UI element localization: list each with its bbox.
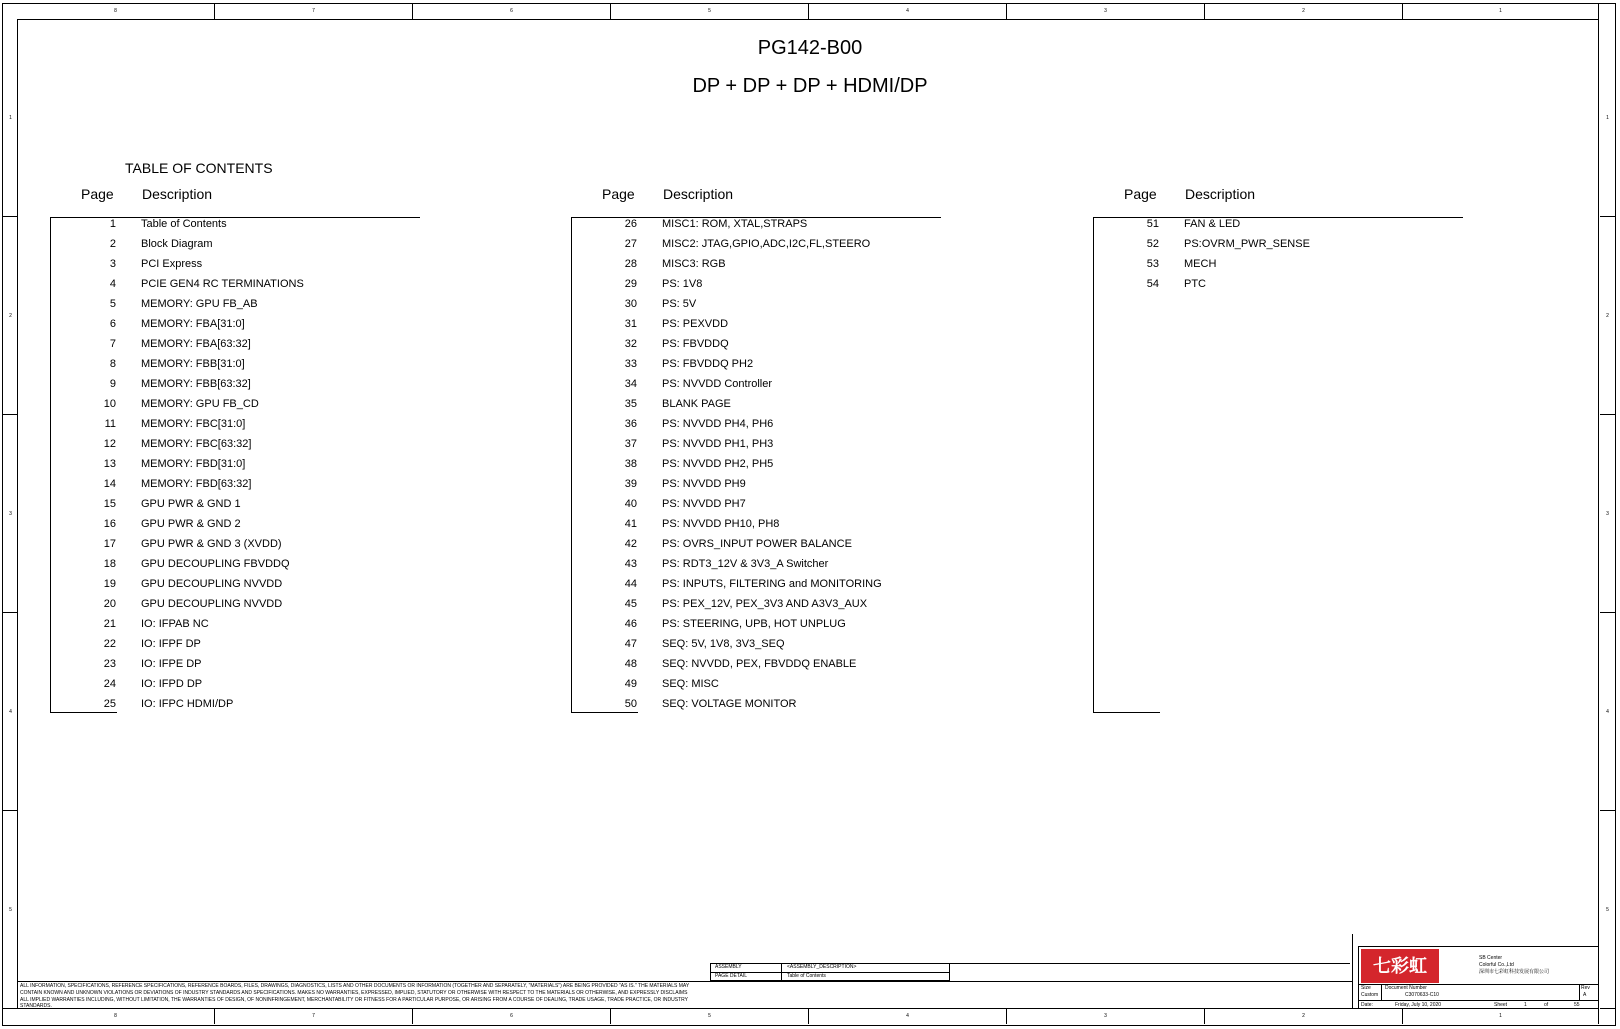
description-column-header: Description [663, 186, 734, 202]
company-line-2: Colorful Co.,Ltd [1479, 962, 1514, 968]
toc-description: PTC [1184, 278, 1206, 290]
toc-description: PS: 5V [662, 298, 697, 310]
zone-row-marker: 5 [3, 811, 18, 1009]
toc-description: PS: FBVDDQ PH2 [662, 358, 754, 370]
toc-row[interactable] [571, 634, 971, 654]
toc-description: PCIE GEN4 RC TERMINATIONS [141, 278, 304, 290]
toc-description: SEQ: MISC [662, 678, 719, 690]
toc-description: PS: PEXVDD [662, 318, 729, 330]
of-value: 55 [1574, 1002, 1580, 1008]
disclaimer-line-3: ALL IMPLIED WARRANTIES INCLUDING, WITHOUT LIMITATION, THE WARRANTIES OF DESIGN, OF NONINFRINGEMENT, MERCHANTABILITY OR FITNESS FOR A PARTICULAR PURPOSE, OR ARISING FROM A COURSE OF DEALING, TRADE USAGE, TRADE PRACTICE, OR INDUSTRY [20, 997, 688, 1003]
toc-page-number: 53 [1146, 258, 1159, 270]
toc-description: IO: IFPF DP [141, 638, 201, 650]
toc-description: IO: IFPD DP [141, 678, 203, 690]
zone-col-marker: 1 [1403, 4, 1599, 19]
rev-value: A [1583, 992, 1587, 998]
toc-row[interactable] [571, 594, 971, 614]
toc-description: PS: NVVDD Controller [662, 378, 773, 390]
zone-row-marker: 5 [1600, 811, 1615, 1009]
toc-page-number: 24 [103, 678, 116, 690]
zone-col-marker: 8 [17, 4, 215, 19]
toc-description: MEMORY: FBC[63:32] [141, 438, 252, 450]
toc-row[interactable] [1093, 214, 1493, 234]
toc-page-number: 12 [103, 438, 116, 450]
toc-row[interactable] [571, 494, 971, 514]
zone-row-marker: 2 [3, 217, 18, 415]
toc-page-number: 13 [103, 458, 116, 470]
toc-description: Block Diagram [141, 238, 213, 250]
toc-row[interactable] [571, 254, 971, 274]
zone-row-marker: 1 [1600, 19, 1615, 217]
toc-row[interactable] [571, 694, 971, 714]
toc-description: GPU DECOUPLING NVVDD [141, 598, 283, 610]
toc-row[interactable] [50, 254, 450, 274]
toc-description: GPU PWR & GND 2 [141, 518, 241, 530]
zone-col-marker: 2 [1205, 4, 1403, 19]
toc-page-number: 39 [624, 478, 637, 490]
toc-description: SEQ: NVVDD, PEX, FBVDDQ ENABLE [662, 658, 857, 670]
toc-page-number: 11 [104, 418, 116, 430]
toc-page-number: 43 [624, 558, 637, 570]
zone-col-marker: 8 [17, 1009, 215, 1024]
toc-page-number: 49 [624, 678, 637, 690]
zone-row-marker: 1 [3, 19, 18, 217]
date-value: Friday, July 10, 2020 [1395, 1002, 1442, 1008]
toc-description: PS: OVRS_INPUT POWER BALANCE [662, 538, 852, 550]
description-column-header: Description [142, 186, 213, 202]
toc-row[interactable] [571, 654, 971, 674]
company-line-3: 深圳市七彩虹科技发展有限公司 [1479, 969, 1550, 975]
toc-description: Table of Contents [141, 218, 227, 230]
toc-page-number: 35 [624, 398, 637, 410]
assembly-box [710, 963, 950, 981]
toc-page-number: 44 [624, 578, 637, 590]
toc-page-number: 15 [103, 498, 116, 510]
toc-page-number: 5 [109, 298, 116, 310]
toc-row[interactable] [571, 454, 971, 474]
toc-description: PS: NVVDD PH1, PH3 [662, 438, 774, 450]
page-column-header: Page [1124, 186, 1157, 202]
toc-description: MEMORY: GPU FB_AB [141, 298, 258, 310]
zone-row-marker: 4 [3, 613, 18, 811]
toc-page-number: 54 [1146, 278, 1159, 290]
description-column-header: Description [1185, 186, 1256, 202]
toc-page-number: 20 [103, 598, 116, 610]
toc-page-number: 41 [624, 518, 637, 530]
toc-description: PS: FBVDDQ [662, 338, 729, 350]
toc-row[interactable] [50, 354, 450, 374]
toc-page-number: 14 [103, 478, 116, 490]
toc-description: PS: NVVDD PH9 [662, 478, 746, 490]
zone-col-marker: 5 [611, 4, 809, 19]
page-column-header: Page [602, 186, 635, 202]
toc-row[interactable] [50, 634, 450, 654]
toc-row[interactable] [571, 374, 971, 394]
toc-row[interactable] [50, 534, 450, 554]
toc-page-number: 1 [109, 218, 116, 230]
zone-col-marker: 7 [215, 4, 413, 19]
toc-page-number: 37 [624, 438, 637, 450]
zone-row-marker: 3 [3, 415, 18, 613]
toc-description: PS: NVVDD PH4, PH6 [662, 418, 774, 430]
toc-page-number: 7 [109, 338, 116, 350]
toc-row[interactable] [571, 574, 971, 594]
toc-description: MEMORY: FBB[31:0] [141, 358, 245, 370]
sheet-value: 1 [1524, 1002, 1527, 1008]
toc-row[interactable] [571, 434, 971, 454]
toc-row[interactable] [1093, 274, 1493, 294]
toc-description: PS: NVVDD PH10, PH8 [662, 518, 780, 530]
zone-col-marker: 3 [1007, 1009, 1205, 1024]
toc-description: MISC3: RGB [662, 258, 726, 270]
toc-description: PS: INPUTS, FILTERING and MONITORING [662, 578, 882, 590]
toc-row[interactable] [571, 614, 971, 634]
toc-row[interactable] [50, 594, 450, 614]
toc-page-number: 21 [103, 618, 116, 630]
toc-description: MISC1: ROM, XTAL,STRAPS [662, 218, 808, 230]
rev-label: Rev [1581, 985, 1590, 991]
toc-page-number: 10 [103, 398, 116, 410]
toc-page-number: 16 [103, 518, 116, 530]
titleblock-divider [1352, 934, 1353, 1009]
zone-col-marker: 6 [413, 4, 611, 19]
toc-description: PCI Express [141, 258, 203, 270]
toc-description: IO: IFPE DP [141, 658, 202, 670]
toc-page-number: 18 [103, 558, 116, 570]
toc-page-number: 38 [624, 458, 637, 470]
disclaimer-top-rule [17, 981, 1352, 982]
toc-page-number: 45 [624, 598, 637, 610]
toc-description: MEMORY: FBD[31:0] [141, 458, 246, 470]
toc-description: MEMORY: FBA[63:32] [141, 338, 251, 350]
date-label: Date: [1361, 1002, 1373, 1008]
assembly-rule [950, 963, 1350, 964]
toc-page-number: 6 [109, 318, 116, 330]
toc-description: PS: 1V8 [662, 278, 703, 290]
of-label: of [1544, 1002, 1549, 1008]
toc-description: SEQ: VOLTAGE MONITOR [662, 698, 797, 710]
toc-row[interactable] [50, 514, 450, 534]
zone-col-marker: 3 [1007, 4, 1205, 19]
toc-description: PS:OVRM_PWR_SENSE [1184, 238, 1310, 250]
toc-row[interactable] [50, 694, 450, 714]
zone-col-marker: 4 [809, 4, 1007, 19]
page-detail-value: Table of Contents [787, 973, 826, 979]
zone-row-marker: 2 [1600, 217, 1615, 415]
toc-row[interactable] [50, 274, 450, 294]
size-label: Size [1361, 985, 1371, 991]
zone-col-marker: 6 [413, 1009, 611, 1024]
toc-description: FAN & LED [1184, 218, 1241, 230]
toc-description: MISC2: JTAG,GPIO,ADC,I2C,FL,STEERO [662, 238, 871, 250]
toc-page-number: 33 [624, 358, 637, 370]
toc-bottom-rule [1093, 712, 1160, 713]
toc-description: GPU DECOUPLING FBVDDQ [141, 558, 290, 570]
toc-page-number: 31 [624, 318, 637, 330]
toc-row[interactable] [571, 274, 971, 294]
toc-page-number: 25 [103, 698, 116, 710]
zone-col-marker: 1 [1403, 1009, 1599, 1024]
toc-row[interactable] [571, 534, 971, 554]
toc-row[interactable] [50, 494, 450, 514]
toc-page-number: 23 [103, 658, 116, 670]
board-subtitle: DP + DP + DP + HDMI/DP [692, 75, 928, 97]
board-title: PG142-B00 [757, 37, 863, 59]
toc-description: PS: NVVDD PH2, PH5 [662, 458, 774, 470]
toc-page-number: 40 [624, 498, 637, 510]
toc-page-number: 17 [103, 538, 116, 550]
toc-page-number: 52 [1146, 238, 1159, 250]
toc-row[interactable] [50, 214, 450, 234]
toc-page-number: 8 [109, 358, 116, 370]
toc-row[interactable] [571, 314, 971, 334]
toc-page-number: 47 [624, 638, 637, 650]
sheet-label: Sheet [1494, 1002, 1508, 1008]
toc-description: PS: RDT3_12V & 3V3_A Switcher [662, 558, 829, 570]
toc-row[interactable] [50, 614, 450, 634]
colorful-logo: 七彩虹 [1361, 949, 1439, 983]
assembly-label: ASSEMBLY [715, 964, 742, 970]
toc-description: SEQ: 5V, 1V8, 3V3_SEQ [662, 638, 785, 650]
toc-page-number: 19 [103, 578, 116, 590]
assembly-value: <ASSEMBLY_DESCRIPTION> [787, 964, 857, 970]
zone-col-marker: 5 [611, 1009, 809, 1024]
zone-col-marker: 2 [1205, 1009, 1403, 1024]
zone-row-marker: 3 [1600, 415, 1615, 613]
toc-description: IO: IFPC HDMI/DP [141, 698, 234, 710]
toc-description: MEMORY: FBD[63:32] [141, 478, 252, 490]
toc-row[interactable] [571, 334, 971, 354]
toc-page-number: 22 [103, 638, 116, 650]
title-block [1358, 946, 1599, 1009]
toc-description: IO: IFPAB NC [141, 618, 209, 630]
toc-row[interactable] [571, 214, 971, 234]
toc-row[interactable] [50, 674, 450, 694]
toc-heading: TABLE OF CONTENTS [125, 160, 273, 176]
toc-row[interactable] [571, 554, 971, 574]
toc-description: MEMORY: FBB[63:32] [141, 378, 251, 390]
toc-row[interactable] [571, 514, 971, 534]
disclaimer-line-1: ALL INFORMATION, SPECIFICATIONS, REFERENCE SPECIFICATIONS, REFERENCE BOARDS, FILES, DRAWINGS, DIAGNOSTICS, LISTS AND OTHER DOCUMENTS OR INFORMATION (TOGETHER AND SEPARATELY, "MATERIALS") ARE BEING PROVIDED "AS IS." THE MATERIALS MAY [20, 983, 690, 989]
toc-row[interactable] [50, 474, 450, 494]
toc-page-number: 28 [624, 258, 637, 270]
toc-description: MEMORY: GPU FB_CD [141, 398, 259, 410]
toc-row[interactable] [50, 434, 450, 454]
disclaimer-line-4: STANDARDS. [20, 1003, 52, 1009]
toc-row[interactable] [571, 234, 971, 254]
toc-page-number: 50 [624, 698, 637, 710]
toc-description: GPU DECOUPLING NVVDD [141, 578, 283, 590]
company-line-1: SB Center [1479, 955, 1503, 961]
docnum-value: C3070633-C10 [1405, 992, 1439, 998]
toc-row[interactable] [1093, 234, 1493, 254]
toc-row[interactable] [1093, 254, 1493, 274]
toc-description: PS: PEX_12V, PEX_3V3 AND A3V3_AUX [662, 598, 868, 610]
size-value: Custom [1361, 992, 1379, 998]
toc-row[interactable] [50, 234, 450, 254]
toc-row[interactable] [50, 554, 450, 574]
toc-page-number: 9 [109, 378, 116, 390]
toc-page-number: 30 [624, 298, 637, 310]
toc-row[interactable] [50, 414, 450, 434]
toc-row[interactable] [50, 454, 450, 474]
toc-row[interactable] [50, 334, 450, 354]
toc-page-number: 51 [1146, 218, 1159, 230]
toc-row[interactable] [50, 394, 450, 414]
toc-row[interactable] [50, 574, 450, 594]
toc-row[interactable] [571, 674, 971, 694]
toc-description: PS: STEERING, UPB, HOT UNPLUG [662, 618, 846, 630]
toc-description: GPU PWR & GND 1 [141, 498, 241, 510]
toc-row[interactable] [571, 414, 971, 434]
toc-row[interactable] [50, 294, 450, 314]
toc-page-number: 4 [109, 278, 116, 290]
toc-row[interactable] [571, 394, 971, 414]
toc-description: MECH [1184, 258, 1217, 270]
toc-page-number: 3 [109, 258, 116, 270]
disclaimer-line-2: CONTAIN KNOWN AND UNKNOWN VIOLATIONS OR DEVIATIONS OF INDUSTRY STANDARDS AND SPECIFICATIONS. MAKES NO WARRANTIES, EXPRESSED, IMPLIED, STATUTORY OR OTHERWISE WITH RESPECT TO THE MATERIALS OR OTHERWISE, AND EXPRESSLY DISCLAIMS [20, 990, 688, 996]
toc-page-number: 42 [624, 538, 637, 550]
docnum-label: Document Number [1385, 985, 1427, 991]
zone-col-marker: 7 [215, 1009, 413, 1024]
toc-page-number: 32 [624, 338, 637, 350]
toc-description: MEMORY: FBC[31:0] [141, 418, 246, 430]
page-detail-label: PAGE DETAIL [715, 973, 748, 979]
toc-page-number: 26 [624, 218, 637, 230]
toc-description: MEMORY: FBA[31:0] [141, 318, 245, 330]
toc-page-number: 48 [624, 658, 637, 670]
toc-row[interactable] [571, 354, 971, 374]
toc-row[interactable] [571, 294, 971, 314]
toc-description: PS: NVVDD PH7 [662, 498, 746, 510]
toc-row[interactable] [50, 314, 450, 334]
zone-col-marker: 4 [809, 1009, 1007, 1024]
toc-description: GPU PWR & GND 3 (XVDD) [141, 538, 282, 550]
toc-description: BLANK PAGE [662, 398, 731, 410]
toc-page-number: 34 [624, 378, 637, 390]
toc-row[interactable] [50, 654, 450, 674]
toc-page-number: 29 [624, 278, 637, 290]
toc-row[interactable] [50, 374, 450, 394]
page-column-header: Page [81, 186, 114, 202]
toc-page-number: 2 [109, 238, 116, 250]
toc-row[interactable] [571, 474, 971, 494]
toc-page-number: 46 [624, 618, 637, 630]
toc-page-number: 36 [624, 418, 637, 430]
zone-row-marker: 4 [1600, 613, 1615, 811]
toc-page-number: 27 [624, 238, 637, 250]
